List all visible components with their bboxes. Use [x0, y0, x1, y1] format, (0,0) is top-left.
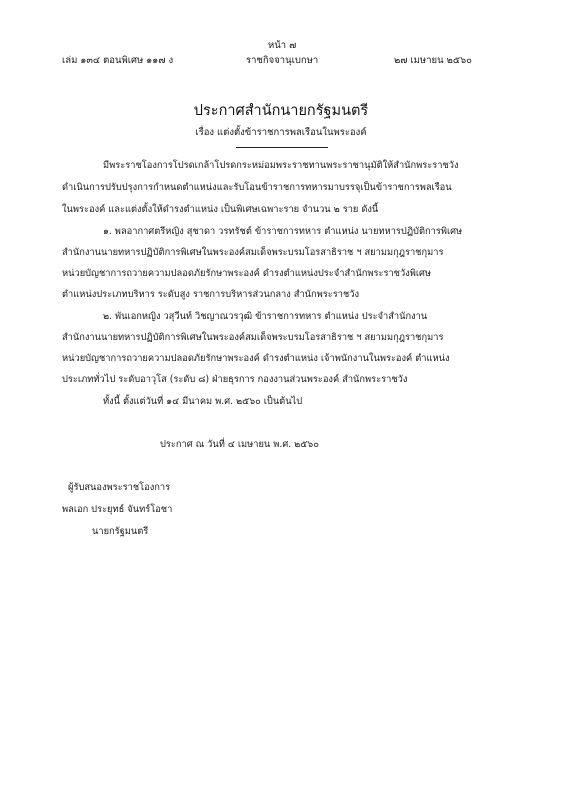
document-subject: เรื่อง แต่งตั้งข้าราชการพลเรือนในพระองค์: [195, 127, 367, 138]
title-divider: [236, 147, 328, 148]
item-1-line-3: หน่วยบัญชาการถวายความปลอดภัยรักษาพระองค์ ดำรงตำแหน่งประจำสำนักพระราชวังพิเศษ: [62, 268, 432, 279]
item-2-line-4: ประเภททั่วไป ระดับอาวุโส (ระดับ ๘) ฝ่ายธุรการ กองงานส่วนพระองค์ สำนักพระราชวัง: [62, 374, 408, 385]
intro-line-2: ดำเนินการปรับปรุงการกำหนดตำแหน่งและรับโอนข้าราชการทหารมาบรรจุเป็นข้าราชการพลเรือน: [62, 182, 452, 193]
intro-line-3: ในพระองค์ และแต่งตั้งให้ดำรงตำแหน่ง เป็นพิเศษเฉพาะราย จำนวน ๒ ราย ดังนี้: [62, 204, 379, 215]
item-1-line-1: ๑. พลอากาศตรีหญิง สุชาดา วรทรัชต์ ข้าราชการทหาร ตำแหน่ง นายทหารปฏิบัติการพิเศษ: [103, 226, 463, 237]
effective-date-line: ทั้งนี้ ตั้งแต่วันที่ ๑๔ มีนาคม พ.ศ. ๒๕๖๐ เป็นต้นไป: [103, 396, 303, 407]
item-2-line-3: หน่วยบัญชาการถวายความปลอดภัยรักษาพระองค์ ดำรงตำแหน่ง เจ้าพนักงานในพระองค์ ตำแหน่ง: [62, 353, 450, 364]
document-title: ประกาศสำนักนายกรัฐมนตรี: [193, 103, 369, 119]
signer-position: นายกรัฐมนตรี: [92, 526, 149, 537]
countersign-label: ผู้รับสนองพระราชโองการ: [68, 482, 171, 493]
journal-name: ราชกิจจานุเบกษา: [246, 55, 319, 66]
item-1-line-4: ตำแหน่งประเภทบริหาร ระดับสูง ราชการบริหารส่วนกลาง สำนักพระราชวัง: [62, 289, 360, 300]
publication-date: ๒๗ เมษายน ๒๕๖๐: [394, 55, 472, 66]
item-2-line-1: ๒. พันเอกหญิง วสุวีนท์ วิชญาณวรวุฒิ ข้าราชการทหาร ตำแหน่ง ประจำสำนักงาน: [103, 311, 428, 322]
page-number: หน้า ๗: [268, 40, 297, 51]
announcement-date: ประกาศ ณ วันที่ ๔ เมษายน พ.ศ. ๒๕๖๐: [160, 439, 319, 450]
item-1-line-2: สำนักงานนายทหารปฏิบัติการพิเศษในพระองค์สมเด็จพระบรมโอรสาธิราช ฯ สยามมกุฎราชกุมาร: [62, 247, 444, 258]
intro-line-1: มีพระราชโองการโปรดเกล้าโปรดกระหม่อมพระราชทานพระราชานุมัติให้สำนักพระราชวัง: [103, 160, 459, 171]
signer-name: พลเอก ประยุทธ์ จันทร์โอชา: [62, 504, 173, 515]
item-2-line-2: สำนักงานนายทหารปฏิบัติการพิเศษในพระองค์สมเด็จพระบรมโอรสาธิราช ฯ สยามมกุฎราชกุมาร: [62, 332, 444, 343]
volume-issue: เล่ม ๑๓๔ ตอนพิเศษ ๑๑๗ ง: [62, 55, 174, 66]
